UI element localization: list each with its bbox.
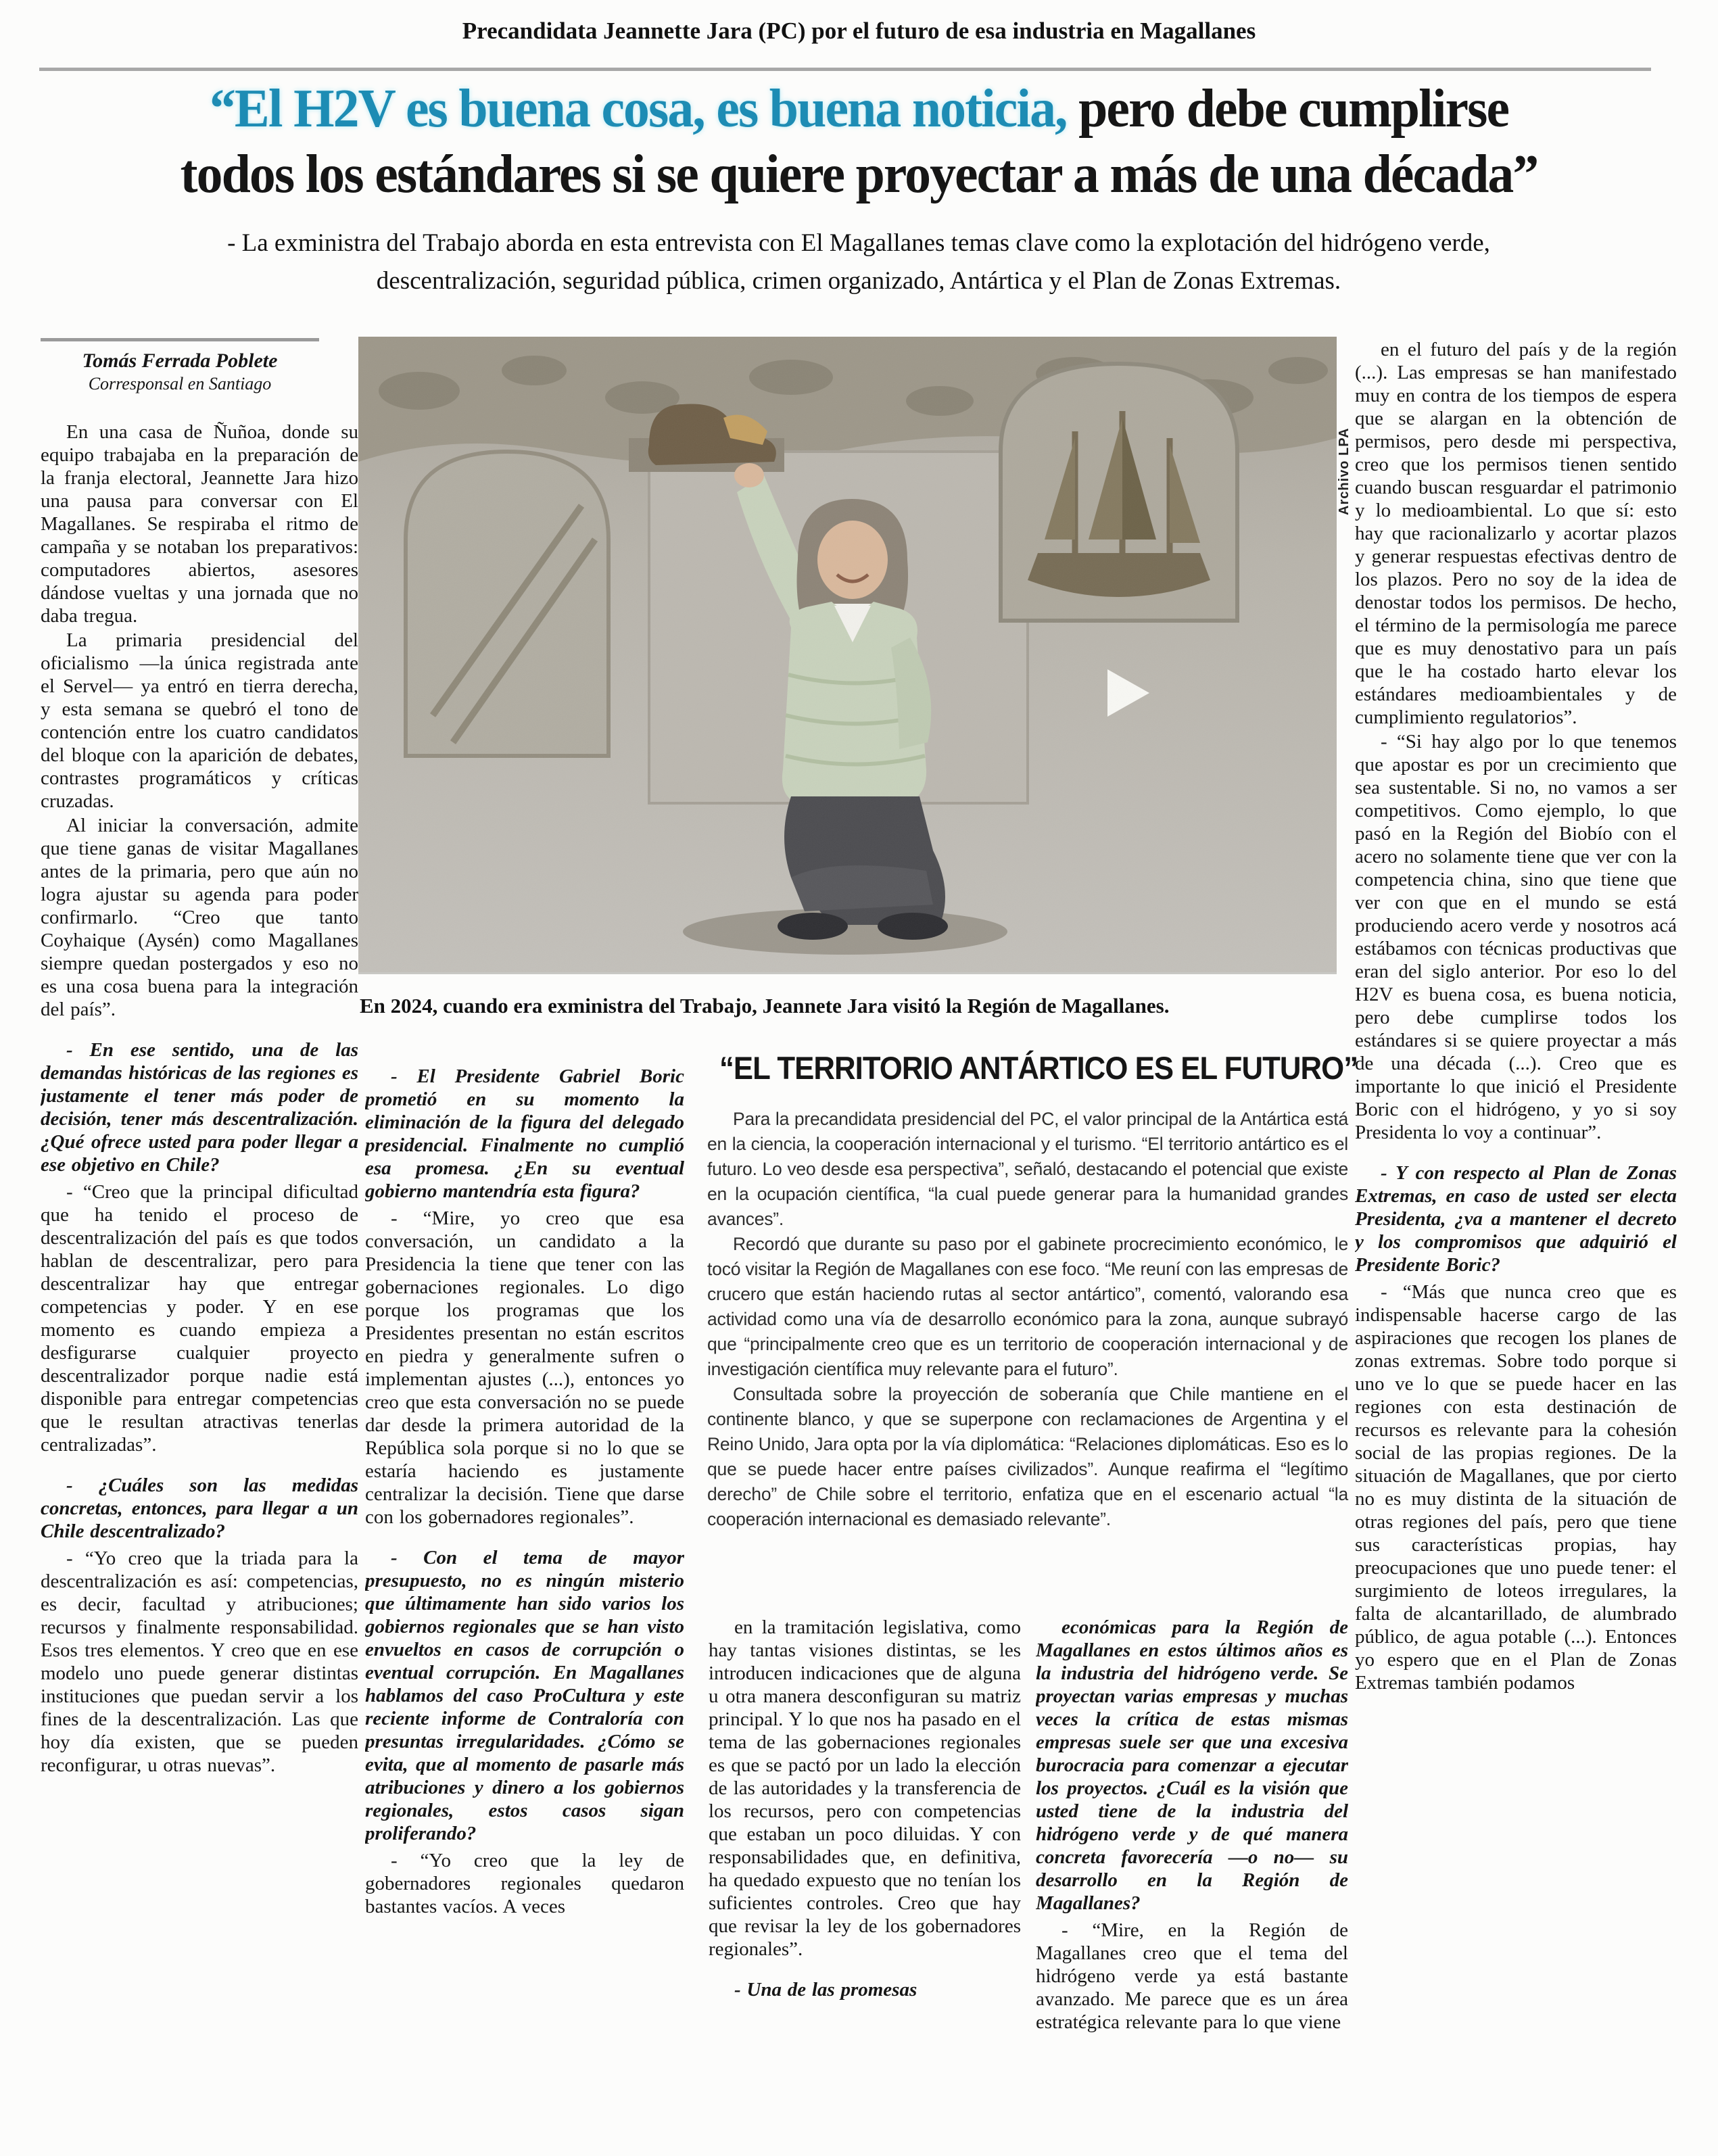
article-photo <box>358 337 1337 974</box>
photo-caption: En 2024, cuando era exministra del Trabajo, Jeannete Jara visitó la Región de Magallanes. <box>360 994 1170 1017</box>
interview-question: - Y con respecto al Plan de Zonas Extremas, en caso de usted ser electa Presidenta, ¿va a mantener el decreto y los compromisos que adquirió el Presidente Boric? <box>1355 1162 1677 1276</box>
paragraph: - “Mire, en la Región de Magallanes creo que el tema del hidrógeno verde ya está bastante avanzado. Me parece que es un área estratégica relevante para lo que viene <box>1036 1919 1348 2033</box>
headline-accent: “El H2V es buena cosa, es buena noticia, <box>209 78 1067 139</box>
interview-question: - En ese sentido, una de las demandas históricas de las regiones es justamente el tener más poder de decisión, tener más descentralización. ¿Qué ofrece usted para poder llegar a ese objetivo en Chile? <box>41 1039 358 1176</box>
headline <box>0 76 1718 207</box>
column-3 <box>709 1616 1021 2154</box>
column-1 <box>41 421 358 2151</box>
paragraph: - “Yo creo que la triada para la descentralización es así: competencias, es decir, facultad y atribuciones; recursos y finalmente responsabilidad. Esos tres elementos. Y creo que en ese modelo uno puede generar distintas instituciones que puedan servir a los fines de la descentralización. Las que hoy día existen, que se pueden reconfigurar, u otras nuevas”. <box>41 1548 358 1776</box>
paragraph: en la tramitación legislativa, como hay tantas visiones distintas, se les introducen indicaciones que de alguna u otra manera desconfiguran su matriz principal. Y lo que nos ha pasado en el tema de las gobernaciones regionales es que se pactó por un lado la elección de las autoridades y la transferencia de los recursos, pero con competencias que estaban un poco diluidas. Y con responsabilidades que, en definitiva, ha quedado expuesto que no tenían los suficientes controles. Creo que hay que revisar la ley de los gobernadores regionales”. <box>709 1616 1021 1960</box>
byline-author: Tomás Ferrada Poblete <box>82 350 278 372</box>
column-5 <box>1355 338 1677 2154</box>
interview-question: - ¿Cuáles son las medidas concretas, entonces, para llegar a un Chile descentralizado? <box>41 1475 358 1542</box>
paragraph: - “Si hay algo por lo que tenemos que apostar es por un crecimiento que sea sustentable. Si no, no vamos a ser competitivos. Como ejemplo, lo que pasó en la Región del Biobío con el acero no solamente tiene que ver con la competencia china, sino que tiene que ver con que en el mundo se está produciendo acero verde y nosotros acá estábamos con técnicas productivas que eran del siglo anterior. Por eso lo del H2V es buena cosa, es buena noticia, pero debe cumplirse todos los estándares si se quiere proyectar a más de una década (...). Creo que es importante lo que inició el Presidente Boric con el hidrógeno, y yo si soy Presidenta lo voy a continuar”. <box>1355 731 1677 1143</box>
paragraph: Consultada sobre la proyección de soberanía que Chile mantiene en el continente blanco, y que se superpone con reclamaciones de Argentina y el Reino Unido, Jara opta por la vía diplomática: “Relaciones diplomáticas. Eso es lo que se puede hacer entre países civilizados”. Aunque reafirma el “legítimo derecho” de Chile sobre el territorio, enfatiza que en el escenario actual “la cooperación internacional es demasiado relevante”. <box>707 1384 1348 1529</box>
paragraph: - “Mire, yo creo que esa conversación, un candidato a la Presidencia la tiene que tener con las gobernaciones regionales. Lo digo porque los programas que los Presidentes presentan no están escritos en piedra y generalmente sufren o implementan ajustes (...), entonces yo creo que esta conversación no se puede dar desde la primera autoridad de la República sola porque si no lo que se estaría haciendo es justamente centralizar la decisión. Tiene que darse con los gobernadores regionales”. <box>365 1207 684 1528</box>
paragraph: - “Más que nunca creo que es indispensable hacerse cargo de las aspiraciones que recogen los planes de zonas extremas. Sobre todo porque si uno ve lo que se puede hacer en las regiones con esta destinación de recursos es relevante para la cohesión social de las propias regiones. De la situación de Magallanes, que por cierto no es muy distinta de la situación de otras regiones del país, pero que tiene sus características propias, hay preocupaciones que uno puede tener: el surgimiento de loteos irregulares, la falta de alcantarillado, de alumbrado público, de agua potable (...). Entonces yo espero que en el Plan de Zonas Extremas también podamos <box>1355 1281 1677 1694</box>
antartica-section <box>707 1049 1358 1532</box>
column-2 <box>365 1065 684 2153</box>
kicker-rule <box>39 68 1651 71</box>
column-4 <box>1036 1616 1348 2154</box>
photo-credit: Archivo LPA <box>1337 427 1352 515</box>
headline-line-2: todos los estándares si se quiere proyectar a más de una década” <box>180 143 1538 204</box>
photo-illustration <box>358 337 1337 972</box>
antartica-heading: “EL TERRITORIO ANTÁRTICO ES EL FUTURO” <box>719 1050 1358 1086</box>
byline <box>41 338 319 394</box>
kicker: Precandidata Jeannette Jara (PC) por el futuro de esa industria en Magallanes <box>462 18 1256 44</box>
interview-question: - El Presidente Gabriel Boric prometió en su momento la eliminación de la figura del delegado presidencial. Finalmente no cumplió esa promesa. ¿En su eventual gobierno mantendría esta figura? <box>365 1065 684 1202</box>
paragraph: La primaria presidencial del oficialismo —la única registrada ante el Servel— ya entró en tierra derecha, y esta semana se quebró el tono de contención entre los cuatro candidatos del bloque con la aparición de debates, contrastes programáticos y críticas cruzadas. <box>41 629 358 812</box>
paragraph: Al iniciar la conversación, admite que tiene ganas de visitar Magallanes antes de la primaria, pero que aún no logra ajustar su agenda para poder confirmarlo. “Creo que tanto Coyhaique (Aysén) como Magallanes siempre quedan postergados y eso no es una cosa buena para la integración del país”. <box>41 815 358 1020</box>
byline-role: Corresponsal en Santiago <box>88 374 272 393</box>
paragraph: Recordó que durante su paso por el gabinete procrecimiento económico, le tocó visitar la Región de Magallanes con ese foco. “Me reuní con las empresas de crucero que están haciendo rutas al sector antártico”, comentó, valorando esa actividad como una vía de desarrollo económico para la zona, aunque subrayó que “principalmente creo que es un territorio de cooperación internacional y de investigación científica muy relevante para el futuro”. <box>707 1234 1348 1379</box>
paragraph: en el futuro del país y de la región (...). Las empresas se han manifestado muy en contra de los tiempos de espera que se alargan en la obtención de permisos, pero desde mi perspectiva, creo que los permisos tienen sentido cuando buscan resguardar el patrimonio y lo medioambiental. Lo que sí: esto hay que racionalizarlo y acortar plazos y generar respuestas efectivas dentro de los plazos. Pero no soy de la idea de denostar todos los permisos. De hecho, el término de la permisología me parece que es muy denostativo para un país que le ha costado harto elevar los estándares medioambientales y de cumplimiento regulatorios”. <box>1355 339 1677 728</box>
film-grain <box>358 337 1337 972</box>
interview-question: económicas para la Región de Magallanes en estos últimos años es la industria del hidrógeno verde. Se proyectan varias empresas y muchas veces la crítica de estas mismas empresas suele ser que una excesiva burocracia para comenzar a ejecutar los proyectos. ¿Cuál es la visión que usted tiene de la industria del hidrógeno verde y de qué manera concreta favorecería —o no— su desarrollo en la Región de Magallanes? <box>1036 1616 1348 1914</box>
headline-line-1 <box>34 76 1684 141</box>
paragraph: Para la precandidata presidencial del PC, el valor principal de la Antártica está en la ciencia, la cooperación internacional y el turismo. “El territorio antártico es el futuro. Lo veo desde esa perspectiva”, señaló, destacando el potencial que existe en la ocupación científica, “la cual puede generar para la humanidad grandes avances”. <box>707 1109 1348 1229</box>
interview-question: - Con el tema de mayor presupuesto, no es ningún misterio que últimamente han sido varios los gobiernos regionales que se han visto envueltos en casos de corrupción o eventual corrupción. En Magallanes hablamos del caso ProCultura y este reciente informe de Contraloría con presuntas irregularidades. ¿Cómo se evita, que al momento de pasarle más atribuciones y dinero a los gobiernos regionales, estos casos sigan proliferando? <box>365 1547 684 1844</box>
paragraph: En una casa de Ñuñoa, donde su equipo trabajaba en la preparación de la franja electoral, Jeannette Jara hizo una pausa para conversar con El Magallanes. Se respiraba el ritmo de campaña y se notaban los preparativos: computadores abiertos, asesores dándose vueltas y una jornada que no daba tregua. <box>41 421 358 627</box>
paragraph: - “Creo que la principal dificultad que ha tenido el proceso de descentralización del país es que todos hablan de descentralizar, pero para descentralizar hay que entregar competencias y poder. Y en ese momento es cuando empieza a desfigurarse cualquier proyecto descentralizador porque nadie está disponible para entregar competencias que le resultan atractivas tenerlas centralizadas”. <box>41 1181 358 1456</box>
interview-question: - Una de las promesas <box>734 1979 917 2001</box>
headline-black-1: pero debe cumplirse <box>1066 78 1509 139</box>
deck: - La exministra del Trabajo aborda en esta entrevista con El Magallanes temas clave como la explotación del hidrógeno verde, descentralización, seguridad pública, crimen organizado, Antártica y el Plan de Zonas Extremas. <box>227 229 1490 295</box>
paragraph: - “Yo creo que la ley de gobernadores regionales quedaron bastantes vacíos. A veces <box>365 1850 684 1917</box>
